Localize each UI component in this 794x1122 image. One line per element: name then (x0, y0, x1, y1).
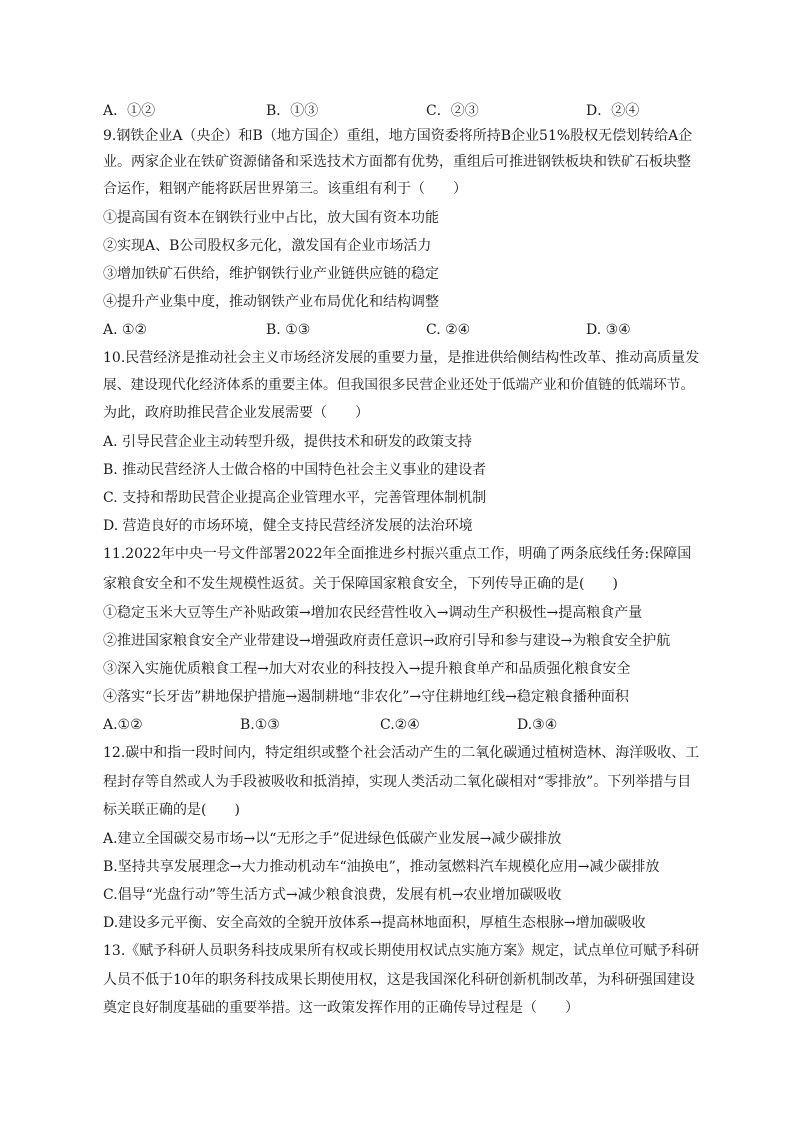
q9-stem-line-1: 9.钢铁企业A（央企）和B（地方国企）重组，地方国资委将所持B企业51%股权无偿划转给A企 (103, 128, 693, 144)
q10-stem-line-2: 展、建设现代化经济体系的重要主体。但我国很多民营企业还处于低端产业和价值链的低端环节。 (103, 377, 695, 393)
q10-stem-line-3: 为此，政府助推民营企业发展需要（ ） (103, 405, 369, 421)
q11-item-2: ②推进国家粮食安全产业带建设→增强政府责任意识→政府引导和参与建设→为粮食安全护航 (103, 633, 671, 649)
q11-options (103, 713, 703, 737)
q10-option-b[interactable]: B. 推动民营经济人士做合格的中国特色社会主义事业的建设者 (103, 462, 487, 478)
q9-options (103, 318, 703, 342)
q9-item-3: ③增加铁矿石供给，维护钢铁行业产业链供应链的稳定 (103, 266, 439, 282)
q11-stem-line-1: 11.2022年中央一号文件部署2022年全面推进乡村振兴重点工作，明确了两条底线任务:保障国 (103, 546, 692, 562)
q12-option-b[interactable]: B.坚持共享发展理念→大力推动机动车“油换电”，推动氢燃料汽车规模化应用→减少碳排放 (103, 859, 660, 875)
q13-stem-line-2: 人员不低于10年的职务科技成果长期使用权，这是我国深化科研创新机制改革，为科研强国建设 (103, 972, 695, 988)
q10-stem-line-1: 10.民营经济是推动社会主义市场经济发展的重要力量，是推进供给侧结构性改革、推动高质量发 (103, 350, 700, 366)
q8-options (103, 99, 703, 123)
q9-stem-line-2: 业。两家企业在铁矿资源储备和采选技术方面都有优势，重组后可推进钢铁板块和铁矿石板块整 (103, 154, 691, 170)
q8-option-a[interactable]: A．①② (103, 103, 156, 119)
q8-option-d[interactable]: D．②④ (586, 103, 640, 119)
q11-option-d[interactable]: D.③④ (517, 717, 558, 733)
q12-option-a[interactable]: A.建立全国碳交易市场→以“无形之手”促进绿色低碳产业发展→减少碳排放 (103, 831, 562, 847)
q12-stem-line-3: 标关联正确的是( ) (103, 802, 240, 818)
q9-item-2: ②实现A、B公司股权多元化，激发国有企业市场活力 (103, 238, 432, 254)
q11-item-3: ③深入实施优质粮食工程→加大对农业的科技投入→提升粮食单产和品质强化粮食安全 (103, 661, 631, 677)
q10-option-a[interactable]: A. 引导民营企业主动转型升级，提供技术和研发的政策支持 (103, 434, 473, 450)
q9-option-c[interactable]: C. ②④ (426, 322, 471, 338)
q12-stem-line-1: 12.碳中和指一段时间内，特定组织或整个社会活动产生的二氧化碳通过植树造林、海洋吸收、工 (103, 745, 700, 761)
q11-option-b[interactable]: B.①③ (240, 717, 280, 733)
q11-item-1: ①稳定玉米大豆等生产补贴政策→增加农民经营性收入→调动生产积极性→提高粮食产量 (103, 605, 643, 621)
q10-option-d[interactable]: D. 营造良好的市场环境，健全支持民营经济发展的法治环境 (103, 518, 473, 534)
q11-option-a[interactable]: A.①② (103, 717, 143, 733)
q11-option-c[interactable]: C.②④ (380, 717, 420, 733)
q9-option-b[interactable]: B. ①③ (266, 322, 311, 338)
q9-item-1: ①提高国有资本在钢铁行业中占比，放大国有资本功能 (103, 210, 439, 226)
q11-item-4: ④落实“长牙齿”耕地保护措施→遏制耕地“非农化”→守住耕地红线→稳定粮食播种面积 (103, 689, 629, 705)
q9-item-4: ④提升产业集中度，推动钢铁产业布局优化和结构调整 (103, 294, 439, 310)
q11-stem-line-2: 家粮食安全和不发生规模性返贫。关于保障国家粮食安全，下列传导正确的是( ) (103, 576, 618, 592)
q12-option-c[interactable]: C.倡导“光盘行动”等生活方式→减少粮食浪费，发展有机→农业增加碳吸收 (103, 887, 562, 903)
q9-option-a[interactable]: A. ①② (103, 322, 148, 338)
q12-option-d[interactable]: D.建设多元平衡、安全高效的全貌开放体系→提高林地面积，厚植生态根脉→增加碳吸收 (103, 915, 646, 931)
q10-option-c[interactable]: C. 支持和帮助民营企业提高企业管理水平，完善管理体制机制 (103, 490, 487, 506)
q13-stem-line-3: 奠定良好制度基础的重要举措。这一政策发挥作用的正确传导过程是（ ） (103, 1000, 579, 1016)
q8-option-b[interactable]: B．①③ (266, 103, 319, 119)
q9-stem-line-3: 合运作，粗钢产能将跃居世界第三。该重组有利于（ ） (103, 181, 467, 197)
q8-option-c[interactable]: C．②③ (426, 103, 479, 119)
q13-stem-line-1: 13.《赋予科研人员职务科技成果所有权或长期使用权试点实施方案》规定，试点单位可赋予科研 (103, 943, 700, 959)
q9-option-d[interactable]: D. ③④ (586, 322, 631, 338)
q12-stem-line-2: 程封存等自然或人为手段被吸收和抵消掉，实现人类活动二氧化碳相对“零排放”。下列举措与目 (103, 774, 692, 790)
